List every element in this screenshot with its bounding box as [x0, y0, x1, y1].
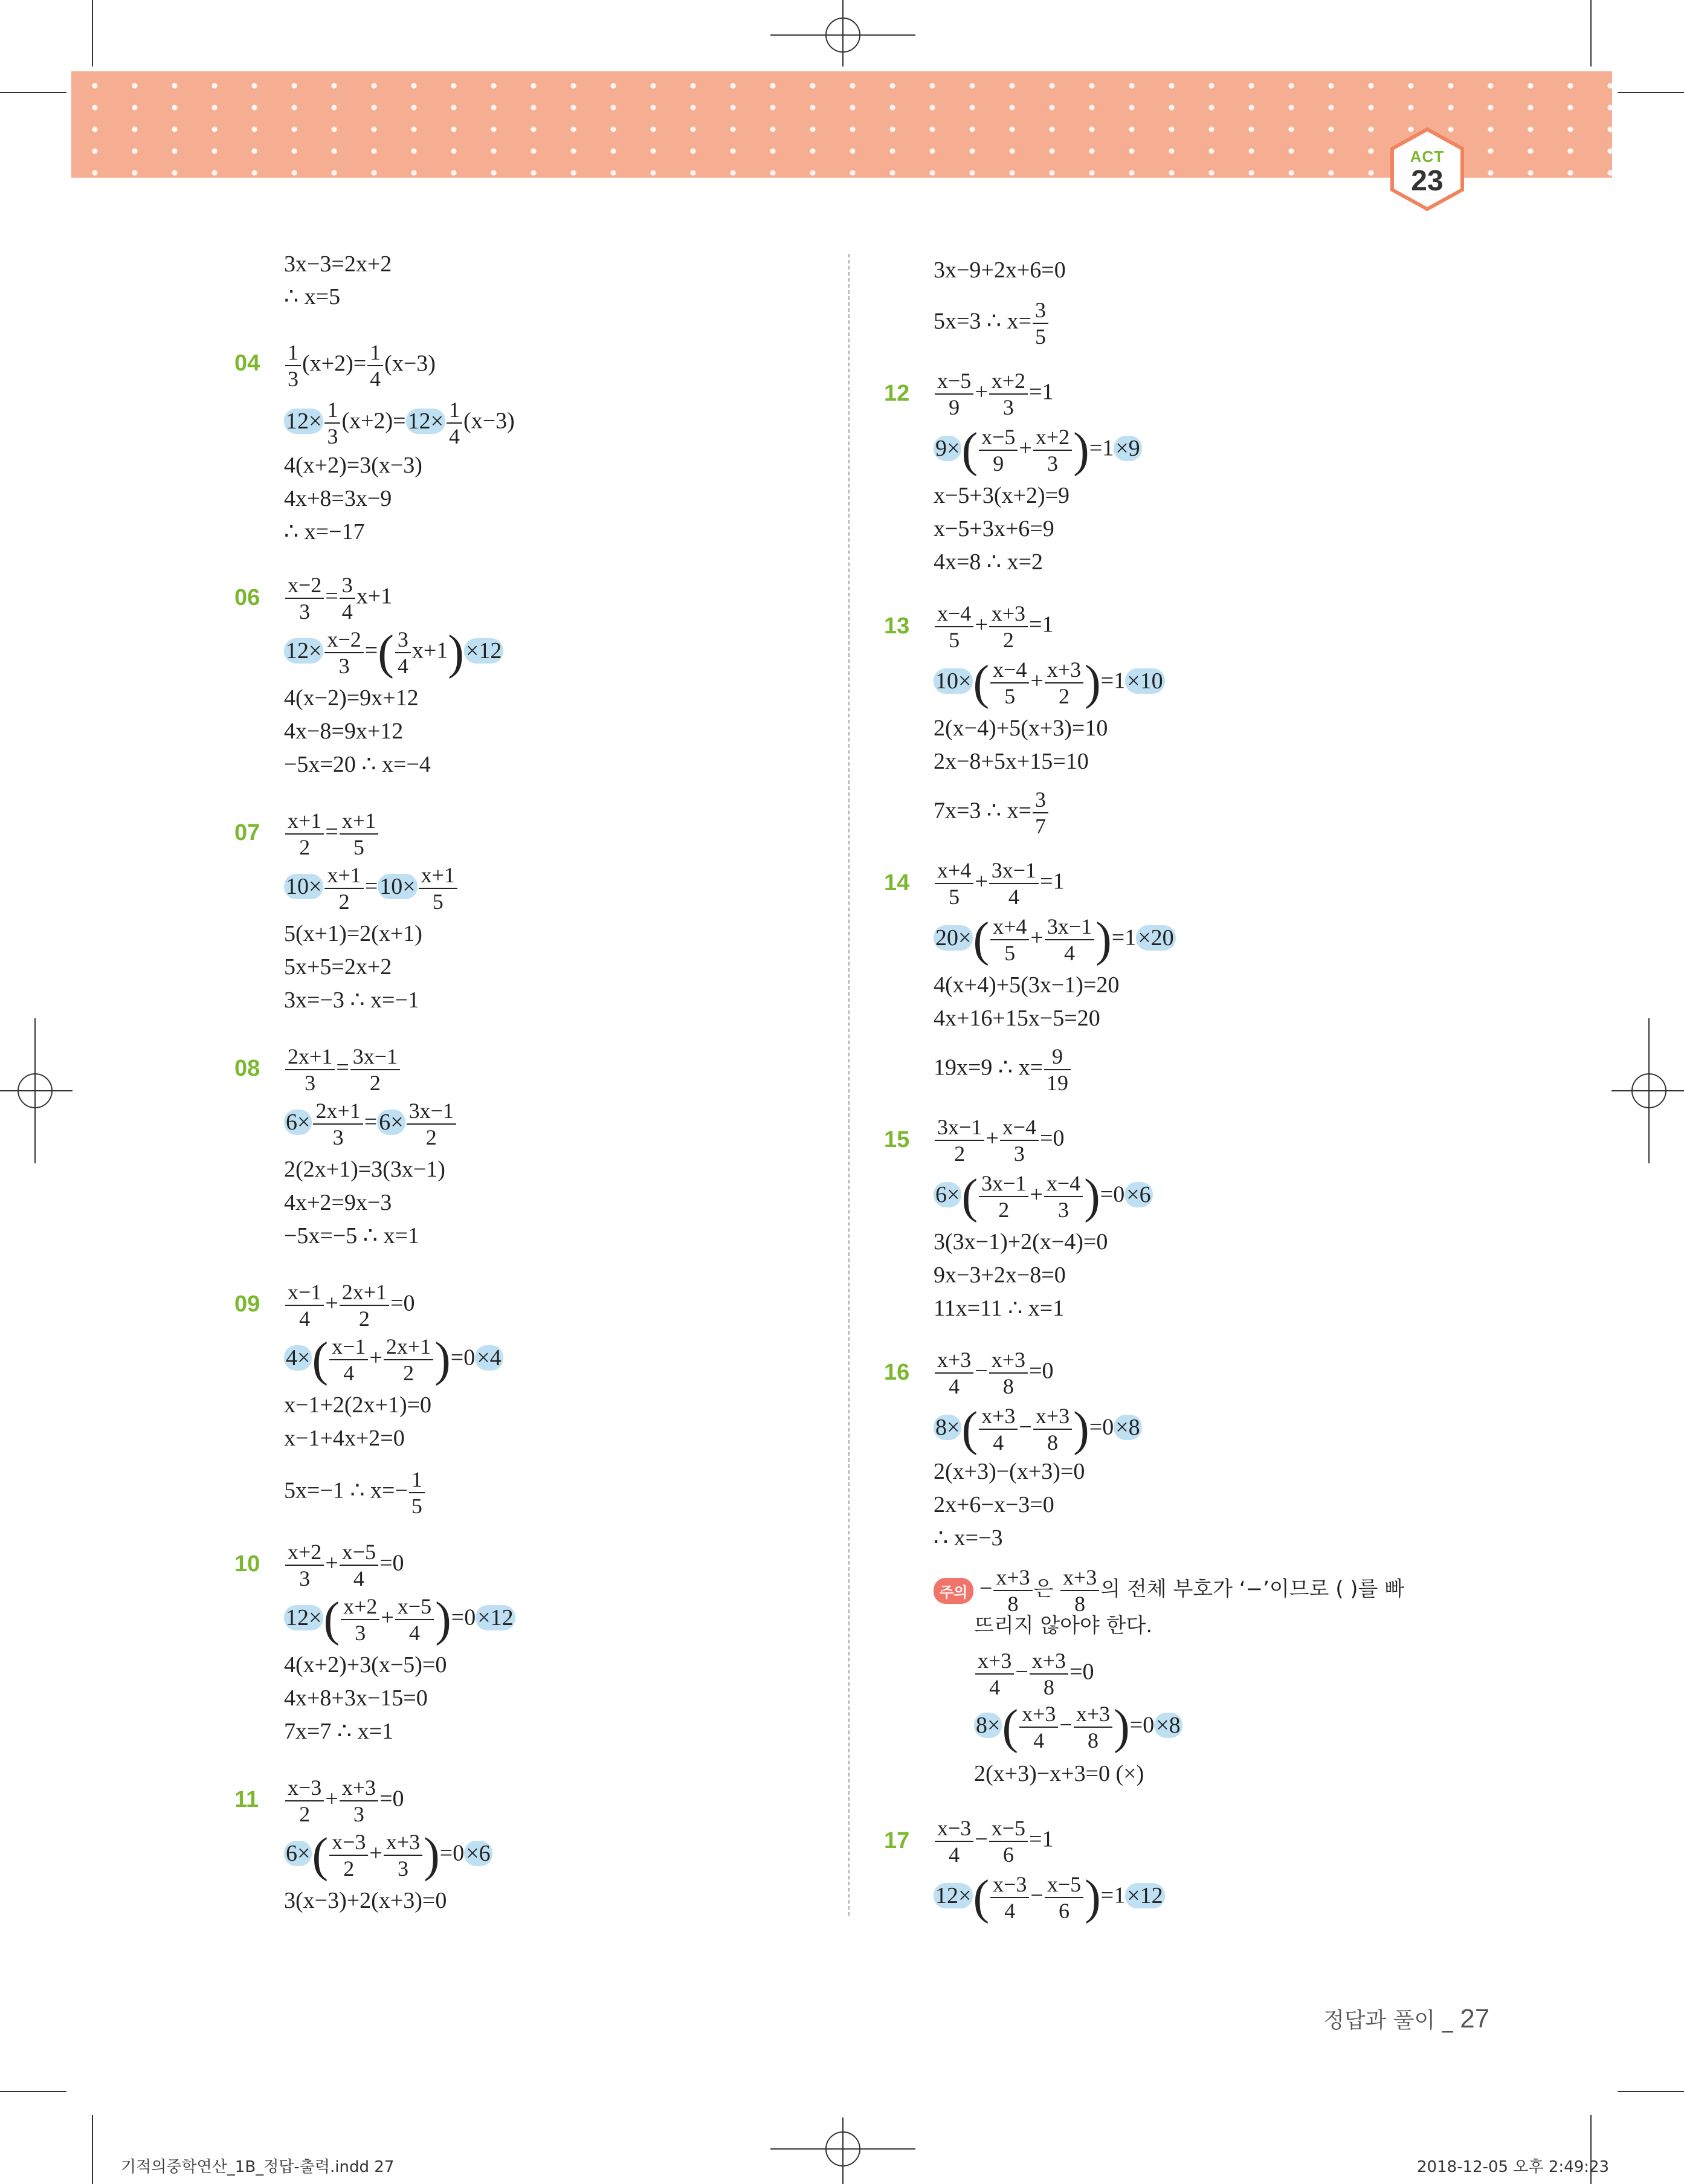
problem-number: 13 [884, 613, 910, 639]
equation: 10×( $\frac{x-4}{5}$ + $\frac{x+3}{2}$ )=1×10 [934, 659, 1165, 707]
caution-note: 주의 − $\frac{x+3}{8}$ 은 $\frac{x+3}{8}$ 의 전체 부호가 ‘−’이므로 ( )를 빠 [934, 1566, 1404, 1615]
problem-number: 16 [884, 1360, 910, 1385]
solution-line: x−1+2(2x+1)=0 [284, 1392, 432, 1418]
print-timestamp: 2018-12-05 오후 2:49:23 [1417, 2158, 1610, 2176]
equation: 12×( $\frac{x-3}{4}$ − $\frac{x-5}{6}$ )=1×12 [934, 1873, 1165, 1922]
equation: 12× $\frac{1}{3}$ (x+2)=12× $\frac{1}{4}$ (x−3) [284, 399, 515, 447]
solution-text: 7x=3 ∴ x= [934, 798, 1032, 824]
registration-mark [1611, 1018, 1684, 1163]
page-footer [1323, 2003, 1489, 2034]
crop-mark [1618, 92, 1684, 93]
problem-number: 15 [884, 1127, 910, 1152]
crop-mark [0, 2091, 66, 2092]
equation: $\frac{x+2}{3}$ + $\frac{x-5}{4}$ =0 [284, 1541, 404, 1589]
equation: 20×( $\frac{x+4}{5}$ + $\frac{3x-1}{4}$ )=1×20 [934, 916, 1176, 964]
equation: $\frac{x+3}{4}$ − $\frac{x+3}{8}$ =0 [934, 1349, 1054, 1397]
equation: $\frac{x-2}{3}$ = $\frac{3}{4}$ x+1 [284, 574, 392, 622]
equation: 5x=3 ∴ x= $\frac{3}{5}$ [934, 299, 1050, 347]
solution-line: 5(x+1)=2(x+1) [284, 921, 422, 946]
solution-text: 5x=−1 ∴ x=− [284, 1478, 408, 1504]
problem-number: 07 [234, 820, 260, 845]
equation: 4×( $\frac{x-1}{4}$ + $\frac{2x+1}{2}$ )=0×4 [284, 1336, 503, 1384]
solution-line: 4(x+4)+5(3x−1)=20 [934, 972, 1120, 998]
crop-mark [92, 2115, 93, 2184]
solution-line: 4x−8=9x+12 [284, 719, 404, 744]
equation: 6×( $\frac{3x-1}{2}$ + $\frac{x-4}{3}$ )=0×6 [934, 1172, 1153, 1221]
crop-mark [0, 92, 66, 93]
problem-number: 10 [234, 1551, 260, 1577]
equation: 12× $\frac{x-2}{3}$ =( $\frac{3}{4}$ x+1)×12 [284, 628, 503, 677]
registration-mark [770, 2118, 915, 2184]
solution-line: 2(x−4)+5(x+3)=10 [934, 716, 1108, 741]
solution-line: 4x+2=9x−3 [284, 1190, 392, 1215]
solution-line: 4(x+2)=3(x−3) [284, 453, 422, 478]
solution-line: ∴ x=5 [284, 284, 341, 309]
registration-mark [770, 0, 915, 66]
problem-number: 11 [234, 1787, 259, 1812]
footer-section: 정답과 풀이 [1323, 2008, 1436, 2033]
act-label: ACT [1410, 147, 1445, 166]
page-number: 27 [1460, 2004, 1490, 2034]
equation: 12×( $\frac{x+2}{3}$ + $\frac{x-5}{4}$ )=0×12 [284, 1595, 515, 1644]
solution-line: 2x+6−x−3=0 [934, 1492, 1054, 1517]
solution-line: 3(x−3)+2(x+3)=0 [284, 1888, 447, 1913]
act-number: 23 [1411, 165, 1444, 197]
equation: $\frac{x+1}{2}$ = $\frac{x+1}{5}$ [284, 810, 379, 858]
header-banner [71, 71, 1612, 178]
solution-line: 2(x+3)−(x+3)=0 [934, 1459, 1085, 1484]
crop-mark [92, 0, 93, 66]
equation: 5x=−1 ∴ x=− $\frac{1}{5}$ [284, 1468, 426, 1517]
solution-line: x−5+3(x+2)=9 [934, 483, 1070, 508]
equation: $\frac{x-3}{2}$ + $\frac{x+3}{3}$ =0 [284, 1777, 404, 1825]
equation: $\frac{x+3}{4}$ − $\frac{x+3}{8}$ =0 [974, 1650, 1094, 1698]
act-badge [1390, 127, 1465, 212]
registration-mark [0, 1018, 73, 1163]
equation: $\frac{1}{3}$ (x+2)= $\frac{1}{4}$ (x−3) [284, 341, 436, 390]
note-text: 은 [1033, 1577, 1054, 1601]
crop-mark [1590, 0, 1592, 66]
solution-line: 4(x−2)=9x+12 [284, 685, 419, 711]
solution-line: −5x=−5 ∴ x=1 [284, 1223, 419, 1249]
solution-line: 5x+5=2x+2 [284, 954, 392, 980]
equation: 6×( $\frac{x-3}{2}$ + $\frac{x+3}{3}$ )=0×6 [284, 1831, 492, 1879]
note-text: 뜨리지 않아야 한다. [974, 1614, 1153, 1638]
problem-number: 14 [884, 870, 910, 896]
solution-text: 19x=9 ∴ x= [934, 1055, 1044, 1081]
solution-line: 4(x+2)+3(x−5)=0 [284, 1652, 447, 1678]
equation: 10× $\frac{x+1}{2}$ =10× $\frac{x+1}{5}$ [284, 864, 459, 913]
solution-line: 3x−3=2x+2 [284, 251, 392, 277]
equation: $\frac{x-1}{4}$ + $\frac{2x+1}{2}$ =0 [284, 1281, 415, 1329]
equation: 9×( $\frac{x-5}{9}$ + $\frac{x+2}{3}$ )=1×9 [934, 426, 1142, 474]
problem-number: 06 [234, 585, 260, 610]
solution-line: 4x+8=3x−9 [284, 486, 392, 511]
note-text: 의 전체 부호가 ‘−’이므로 ( )를 빠 [1100, 1577, 1405, 1601]
equation: 6× $\frac{2x+1}{3}$ =6× $\frac{3x-1}{2}$ [284, 1100, 457, 1148]
equation: $\frac{x+4}{5}$ + $\frac{3x-1}{4}$ =1 [934, 859, 1065, 908]
print-file-label: 기적의중학연산_1B_정답-출력.indd 27 [121, 2158, 395, 2176]
solution-line: x−1+4x+2=0 [284, 1426, 405, 1451]
problem-number: 08 [234, 1056, 260, 1081]
solution-text: 5x=3 ∴ x= [934, 308, 1032, 334]
solution-line: 9x−3+2x−8=0 [934, 1262, 1066, 1288]
solution-line: x−5+3x+6=9 [934, 516, 1054, 541]
problem-number: 09 [234, 1291, 260, 1317]
solution-line: 2x−8+5x+15=10 [934, 749, 1089, 774]
solution-line: ∴ x=−17 [284, 519, 365, 544]
equation: $\frac{x-5}{9}$ + $\frac{x+2}{3}$ =1 [934, 370, 1054, 418]
solution-line: −5x=20 ∴ x=−4 [284, 752, 431, 777]
equation: 7x=3 ∴ x= $\frac{3}{7}$ [934, 789, 1050, 837]
solution-line: 2(x+3)−x+3=0 (×) [974, 1761, 1144, 1786]
caution-badge: 주의 [934, 1578, 973, 1604]
problem-number: 04 [234, 351, 260, 376]
equation: $\frac{2x+1}{3}$ = $\frac{3x-1}{2}$ [284, 1045, 401, 1094]
solution-line: 3x−9+2x+6=0 [934, 257, 1066, 283]
footer-separator: _ [1442, 2008, 1453, 2033]
problem-number: 17 [884, 1828, 910, 1853]
solution-line: 4x+16+15x−5=20 [934, 1006, 1100, 1031]
problem-number: 12 [884, 381, 910, 406]
solution-line: 4x+8+3x−15=0 [284, 1685, 428, 1711]
equation: $\frac{x-4}{5}$ + $\frac{x+3}{2}$ =1 [934, 603, 1054, 651]
solution-line: 4x=8 ∴ x=2 [934, 549, 1044, 575]
equation: 8×( $\frac{x+3}{4}$ − $\frac{x+3}{8}$ )=0×8 [934, 1405, 1142, 1453]
solution-line: 2(2x+1)=3(3x−1) [284, 1157, 445, 1182]
equation: 19x=9 ∴ x= $\frac{9}{19}$ [934, 1045, 1072, 1094]
solution-line: ∴ x=−3 [934, 1525, 1003, 1551]
solution-line: 7x=7 ∴ x=1 [284, 1719, 394, 1744]
column-divider [848, 254, 850, 1916]
solution-line: 3x=−3 ∴ x=−1 [284, 987, 419, 1013]
crop-mark [1618, 2091, 1684, 2092]
equation: 8×( $\frac{x+3}{4}$ − $\frac{x+3}{8}$ )=0×8 [974, 1703, 1182, 1751]
equation: $\frac{x-3}{4}$ − $\frac{x-5}{6}$ =1 [934, 1817, 1054, 1866]
solution-line: 3(3x−1)+2(x−4)=0 [934, 1229, 1108, 1255]
equation: $\frac{3x-1}{2}$ + $\frac{x-4}{3}$ =0 [934, 1116, 1065, 1165]
solution-line: 11x=11 ∴ x=1 [934, 1296, 1065, 1321]
